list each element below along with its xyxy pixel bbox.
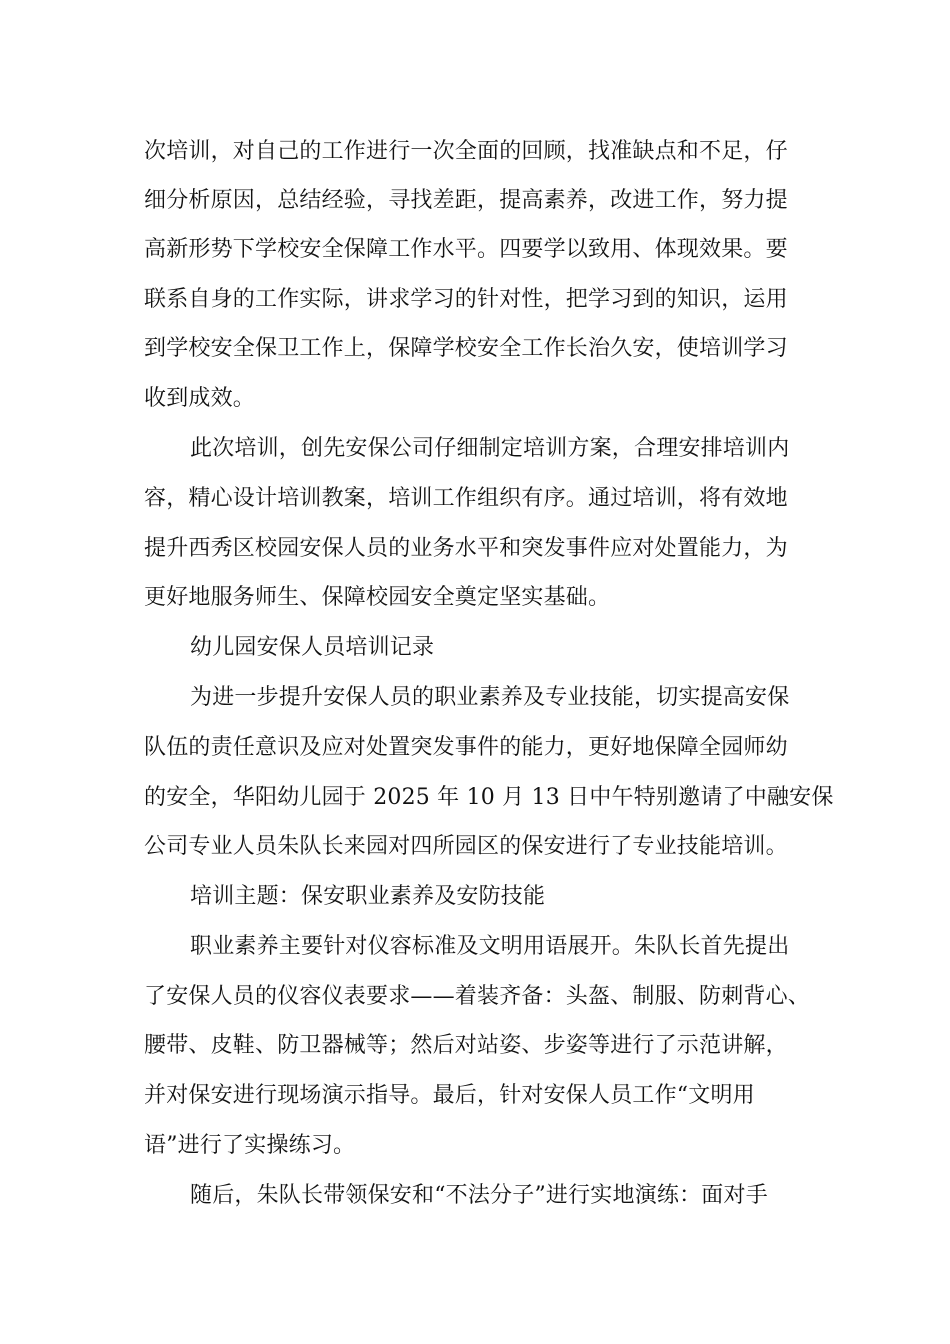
paragraph-line: 细分析原因，总结经验，寻找差距，提高素养，改进工作，努力提 bbox=[144, 188, 788, 213]
paragraph-line: 为进一步提升安保人员的职业素养及专业技能，切实提高安保 bbox=[190, 685, 790, 710]
paragraph-line: 的安全，华阳幼儿园于 2025 年 10 月 13 日中午特别邀请了中融安保 bbox=[144, 785, 834, 810]
paragraph-line: 并对保安进行现场演示指导。最后，针对安保人员工作“文明用 bbox=[144, 1083, 755, 1108]
paragraph-line: 了安保人员的仪容仪表要求——着装齐备：头盔、制服、防刺背心、 bbox=[144, 984, 811, 1009]
training-topic: 培训主题：保安职业素养及安防技能 bbox=[190, 884, 546, 909]
paragraph-line: 此次培训，创先安保公司仔细制定培训方案，合理安排培训内 bbox=[190, 436, 790, 461]
paragraph-line: 随后，朱队长带领保安和“不法分子”进行实地演练：面对手 bbox=[190, 1183, 768, 1208]
paragraph-line: 公司专业人员朱队长来园对四所园区的保安进行了专业技能培训。 bbox=[144, 834, 788, 859]
section-heading: 幼儿园安保人员培训记录 bbox=[190, 635, 435, 660]
paragraph-line: 提升西秀区校园安保人员的业务水平和突发事件应对处置能力，为 bbox=[144, 536, 788, 561]
paragraph-line: 语”进行了实操练习。 bbox=[144, 1133, 356, 1158]
paragraph-line: 队伍的责任意识及应对处置突发事件的能力，更好地保障全园师幼 bbox=[144, 735, 788, 760]
paragraph-line: 高新形势下学校安全保障工作水平。四要学以致用、体现效果。要 bbox=[144, 237, 788, 262]
paragraph-line: 更好地服务师生、保障校园安全奠定坚实基础。 bbox=[144, 585, 611, 610]
paragraph-line: 到学校安全保卫工作上，保障学校安全工作长治久安，使培训学习 bbox=[144, 336, 788, 361]
paragraph-line: 联系自身的工作实际，讲求学习的针对性，把学习到的知识，运用 bbox=[144, 287, 788, 312]
paragraph-line: 职业素养主要针对仪容标准及文明用语展开。朱队长首先提出 bbox=[190, 934, 790, 959]
paragraph-line: 收到成效。 bbox=[144, 386, 256, 411]
paragraph-line: 腰带、皮鞋、防卫器械等；然后对站姿、步姿等进行了示范讲解， bbox=[144, 1033, 788, 1058]
paragraph-line: 次培训，对自己的工作进行一次全面的回顾，找准缺点和不足，仔 bbox=[144, 139, 788, 164]
paragraph-line: 容，精心设计培训教案，培训工作组织有序。通过培训，将有效地 bbox=[144, 486, 788, 511]
